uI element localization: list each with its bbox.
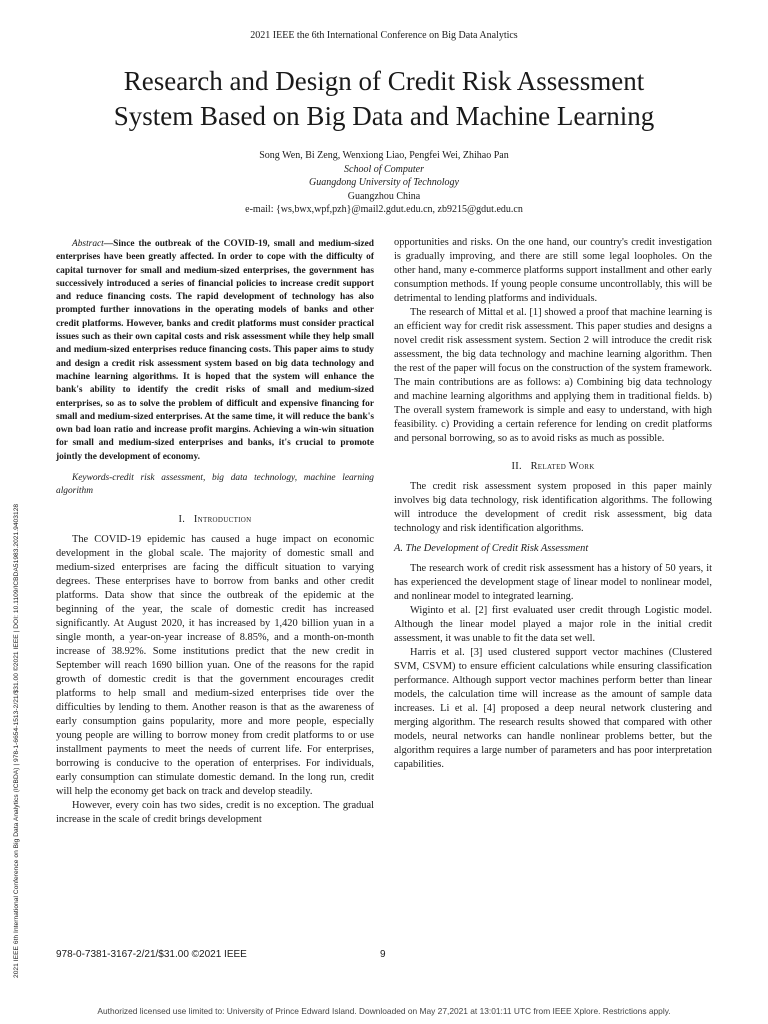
author-names: Song Wen, Bi Zeng, Wenxiong Liao, Pengfei Wei, Zhihao Pan [259, 150, 509, 161]
abstract-text: —Since the outbreak of the COVID-19, small and medium-sized enterprises have been greatly affected. In order to cope with the difficulty of capital turnover for small and medium-sized enterprises, the government has successively introduced a series of financial policies to increase credit support and reduce financing costs. The rapid development of technology has also prompted further innovations in the operating models of banks and other credit platforms. However, banks and credit platforms must consider practical issues such as their own capital costs and risk assessment while they help small and medium-sized enterprises reduce financing costs. This paper aims to study and design a credit risk assessment system based on big data technology and machine learning algorithms. It is hoped that the system will enhance the bank's ability to identify the credit risks of small and medium-sized enterprises, so as to solve the problem of difficult and expensive financing for small and medium-sized enterprises. At the same time, it will reduce the bank's own bad loan ratio and increase profit margins. Achieving a win-win situation for small and medium-sized enterprises and banks, it's crucial to promote jointly the development of economy. [56, 239, 374, 462]
intro-paragraph-3: opportunities and risks. On the one hand, our country's credit investigation is gradually improving, and there are still some legal loopholes. On the other hand, many e-commerce platforms support installment and other early consumption methods. If young people consume uncontrollably, this will be detrimental to lending platforms and individuals. [394, 237, 712, 304]
side-citation-strip: 2021 IEEE 6th International Conference on Big Data Analytics (ICBDA) | 978-1-6654-1513-2/21/$31.00 ©2021 IEEE | DOI: 10.1109/ICBDA51983.2021.9403128 [13, 503, 20, 978]
left-column [56, 238, 374, 827]
authorized-use-notice: Authorized licensed use limited to: University of Prince Edward Island. Downloaded on May 27,2021 at 13:01:11 UTC from IEEE Xplore. Restrictions apply. [97, 1006, 671, 1016]
title-line-1: Research and Design of Credit Risk Assessment [123, 66, 645, 96]
related-paragraph-2: The research work of credit risk assessment has a history of 50 years, it has experienced the development stage of linear model to nonlinear model, and nonlinear model to integrated learning. [394, 563, 712, 602]
intro-paragraph-4: The research of Mittal et al. [1] showed a proof that machine learning is an efficient way for credit risk assessment. This paper studies and designs a novel credit risk assessment system. Section 2 will introduce the credit risk assessment, the big data technology and machine learning algorithm. Then the rest of the paper will focus on the construction of the system framework. The main contributions are as follows: a) Combining big data technology and machine learning algorithms and applying them in traditional fields. b) The overall system framework is simple and easy to understand, with high feasibility. c) Providing a certain reference for lending on credit platforms and personal borrowing, so as to avoid risks as much as possible. [394, 307, 712, 444]
section-1-number: I. [178, 513, 186, 525]
subsection-a-heading: A. The Development of Credit Risk Assessment [394, 543, 589, 554]
related-paragraph-1: The credit risk assessment system proposed in this paper mainly involves big data technology, risk identification algorithms. The following will introduce the development of credit risk assessment, big data technology and risk identification algorithms. [394, 481, 712, 534]
author-city: Guangzhou China [347, 190, 421, 202]
keywords: Keywords-credit risk assessment, big data technology, machine learning algorithm [56, 473, 374, 497]
related-paragraph-4: Harris et al. [3] used clustered support vector machines (Clustered SVM, CSVM) to ensure efficient calculations while ensuring classification performance. Although support vector machines perform better than linear models, the calculation time will increase as the amount of sample data increases. Li et al. [4] proposed a deep neural network clustering and merging algorithm. The research results showed that compared with other models, neural networks can handle nonlinear problems better, but the algorithm requires a large number of parameters and has poor interpretation capabilities. [394, 647, 712, 770]
conference-header: 2021 IEEE the 6th International Conference on Big Data Analytics [250, 30, 518, 41]
section-1-heading [56, 513, 374, 527]
author-block [0, 149, 768, 217]
paper-title [40, 64, 728, 134]
page-number: 9 [380, 949, 386, 960]
author-school: School of Computer [344, 163, 424, 175]
title-line-2: System Based on Big Data and Machine Learning [113, 101, 655, 131]
footer-isbn: 978-0-7381-3167-2/21/$31.00 ©2021 IEEE [56, 949, 247, 960]
section-2-number: II. [511, 461, 522, 472]
author-email: e-mail: {ws,bwx,wpf,pzh}@mail2.gdut.edu.cn, zb9215@gdut.edu.cn [245, 204, 523, 215]
intro-paragraph-2: However, every coin has two sides, credit is no exception. The gradual increase in the scale of credit brings development [56, 799, 374, 825]
abstract [56, 238, 374, 464]
section-2-heading [394, 460, 712, 474]
right-column [394, 236, 712, 772]
intro-paragraph-1: The COVID-19 epidemic has caused a huge impact on economic development in the global scale. The majority of domestic small and medium-sized enterprises are facing the difficult situation to varying degrees. These enterprises have to borrow from banks and other credit platforms. Data show that since the outbreak of the epidemic at the beginning of the year, the scale of domestic credit has increased significantly. At August 2020, it has increased by 1,420 billion yuan in a single month, a year-on-year increase of 8.85%, and a month-on-month increase of 38.92%. Some institutions predict that the new credit in September will reach 1690 billion yuan. One of the reasons for the rapid growth of domestic credit is that the government encourages credit platforms to help small and medium-sized enterprises tide over the difficulties by lending to them. Another reason is that as the awareness of early consumption gains popularity, more and more people, especially young people are willing to borrow money from credit platforms to or use installment payments to meet the needs of current life. For enterprises, borrowing is conducive to the operation of enterprises. For individuals, early consumption can stimulate domestic demand. In the long run, credit will help the economy get back on track and develop steadily. [56, 533, 374, 797]
abstract-lead: Abstract [72, 239, 104, 249]
section-1-title: Introduction [193, 513, 252, 525]
author-university: Guangdong University of Technology [309, 177, 459, 188]
related-paragraph-3: Wiginto et al. [2] first evaluated user credit through Logistic model. Although the linear model played a major role in the initial credit assessment, it was unable to fit the data set well. [394, 605, 712, 644]
section-2-title: Related Work [530, 461, 595, 472]
